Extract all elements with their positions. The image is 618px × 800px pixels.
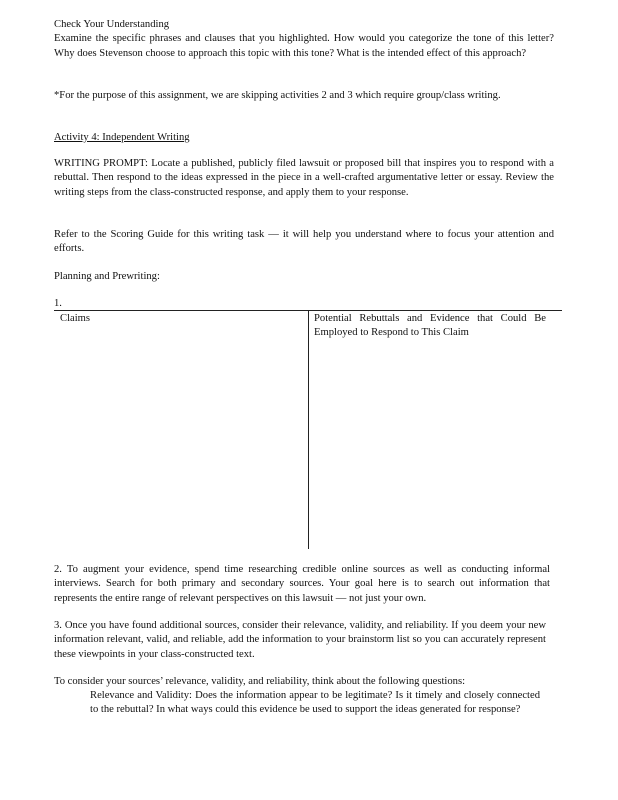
step-2-paragraph	[54, 563, 550, 606]
writing-prompt	[54, 157, 554, 200]
rebuttals-column-header: Potential Rebuttals and Evidence that Could Be Employed to Respond to This Claim	[314, 313, 546, 339]
activity-heading-block	[54, 131, 554, 145]
step-1-number: 1.	[54, 298, 62, 309]
step-3-text: 3. Once you have found additional sources, consider their relevance, validity, and reliability. If you deem your new information relevant, valid, and reliable, add the information to your brainstorm list so you can accurately represent these viewpoints in your class-constructed text.	[54, 620, 546, 660]
claims-column-header: Claims	[60, 313, 91, 324]
scoring-guide-note	[54, 228, 554, 257]
scoring-guide-text: Refer to the Scoring Guide for this writing task — it will help you understand where to focus your attention and efforts.	[54, 229, 554, 255]
check-understanding-body: Examine the specific phrases and clauses that you highlighted. How would you categorize the tone of this letter? Why does Stevenson choose to approach this topic with this tone? What is the intended effect of this approach?	[54, 33, 554, 59]
planning-heading: Planning and Prewriting:	[54, 271, 160, 282]
consider-intro-text: To consider your sources’ relevance, validity, and reliability, think about the following questions:	[54, 676, 466, 687]
assignment-note-text: *For the purpose of this assignment, we are skipping activities 2 and 3 which require group/class writing.	[54, 90, 501, 101]
writing-prompt-text: WRITING PROMPT: Locate a published, publicly filed lawsuit or proposed bill that inspires you to respond with a rebuttal. Then respond to the ideas expressed in the piece in a well-crafted argumentative letter or essay. Review the writing steps from the class-constructed response, and apply them to your response.	[54, 158, 554, 198]
consider-intro-paragraph	[54, 675, 524, 689]
planning-heading-block	[54, 270, 554, 284]
activity-title: Activity 4: Independent Writing	[54, 132, 190, 143]
step-3-paragraph	[54, 619, 546, 662]
bullet-text: Relevance and Validity: Does the information appear to be legitimate? Is it timely and closely connected to the rebuttal? In what ways could this evidence be used to support the ideas generated for response?	[90, 690, 540, 716]
check-understanding-heading: Check Your Understanding	[54, 19, 170, 30]
table-column-divider	[308, 311, 309, 549]
step-2-text: 2. To augment your evidence, spend time researching credible online sources as well as conducting informal interviews. Search for both primary and secondary sources. Your goal here is to search out information that represents the entire range of relevant perspectives on this lawsuit — not just your own.	[54, 564, 550, 604]
claims-rebuttals-table	[54, 310, 562, 551]
assignment-note	[54, 89, 554, 103]
check-understanding-section	[54, 18, 554, 61]
